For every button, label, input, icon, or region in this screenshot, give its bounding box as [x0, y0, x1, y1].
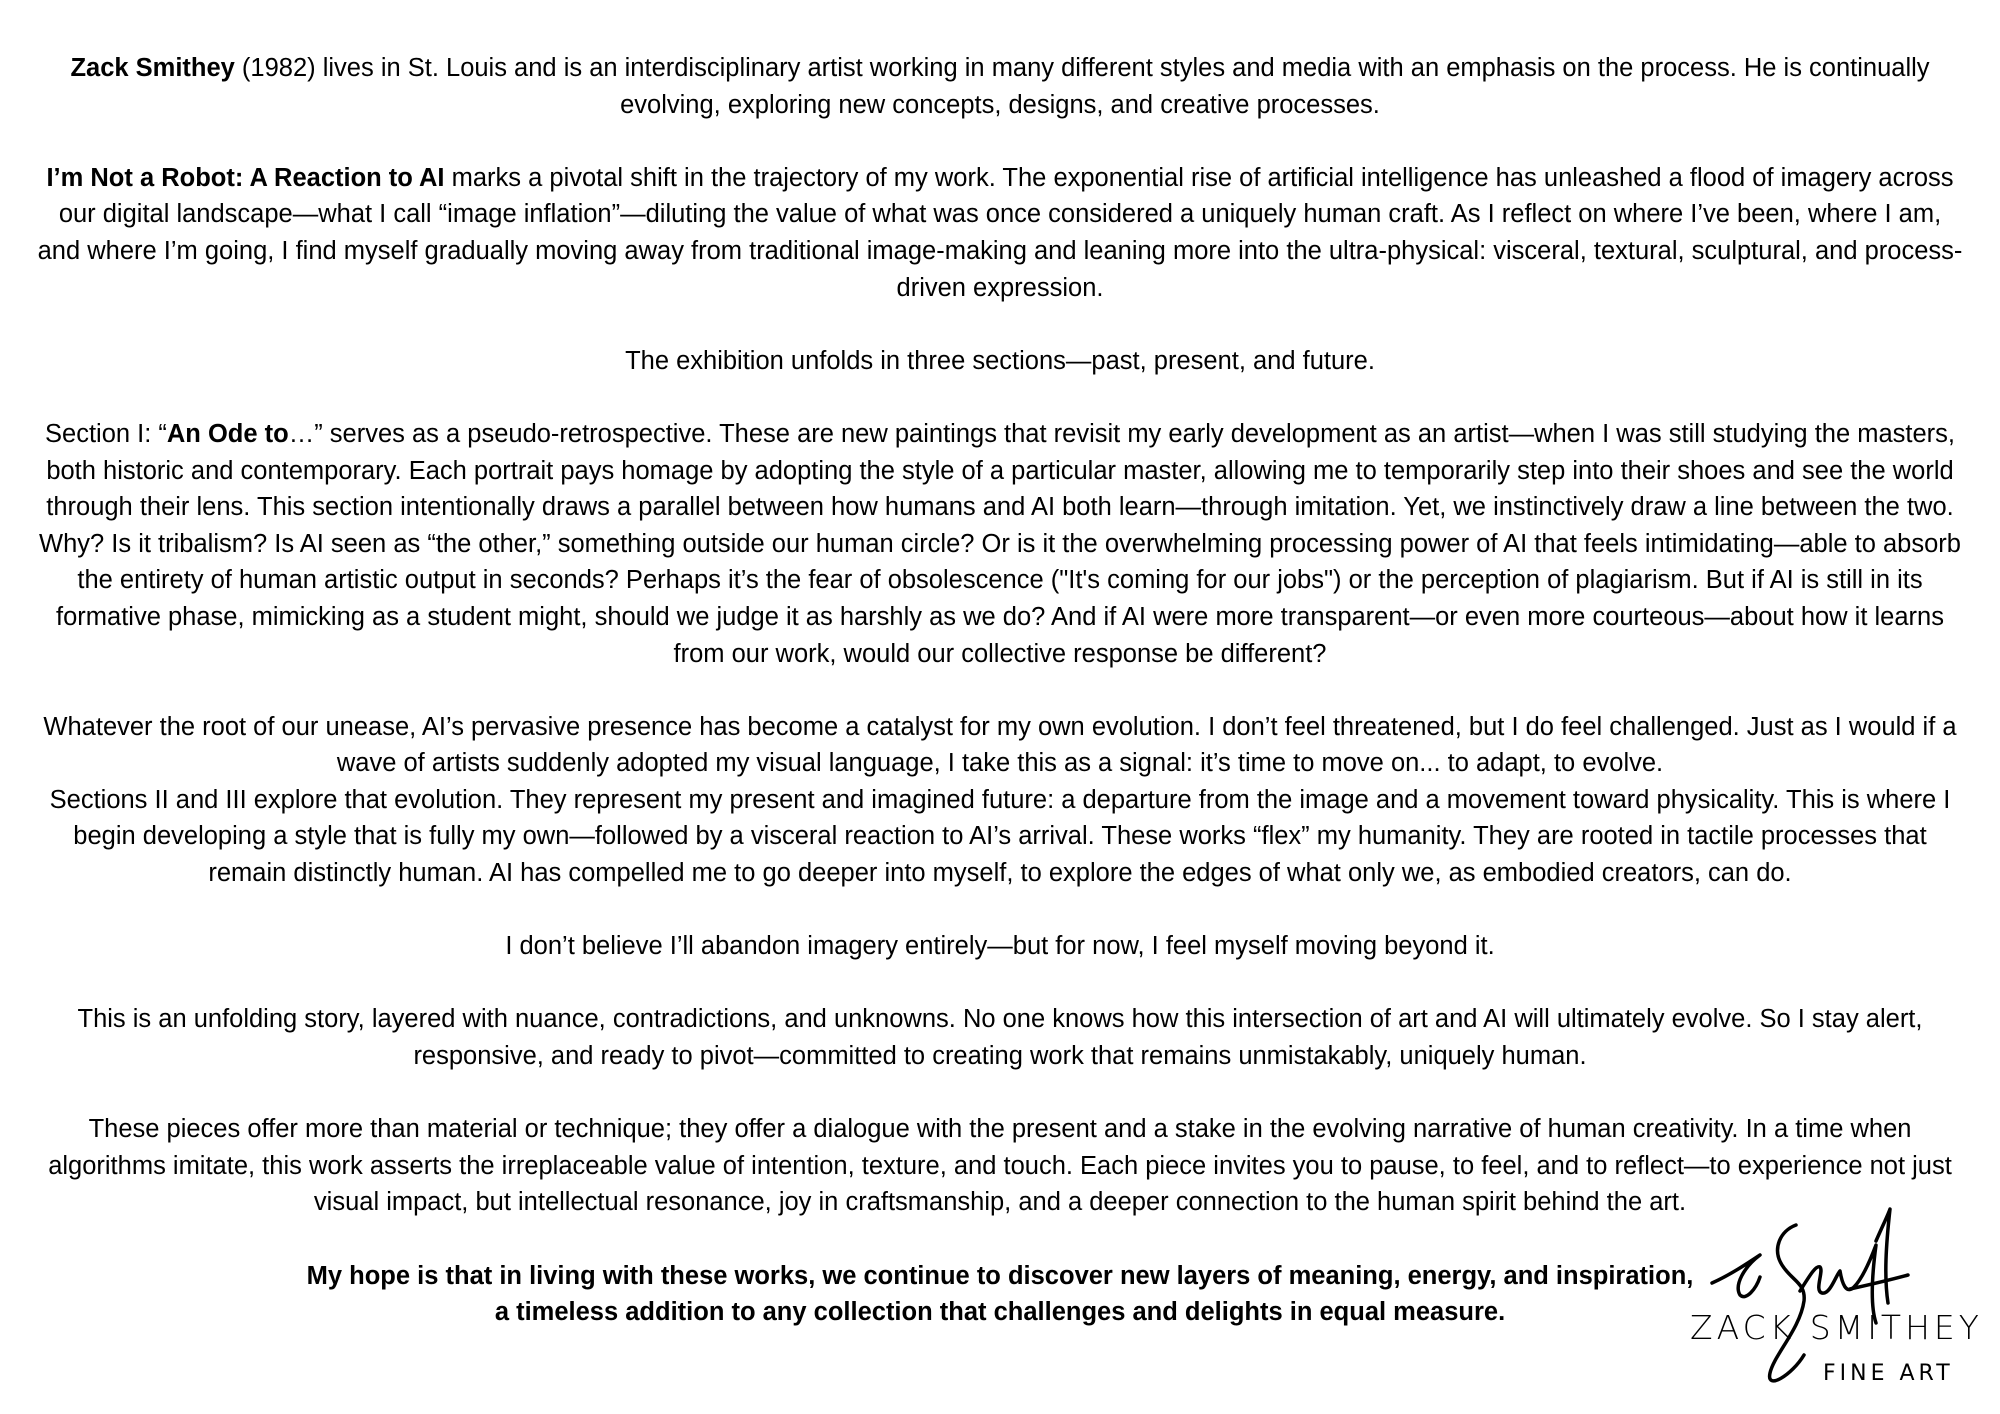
exhibition-paragraph	[36, 160, 1964, 306]
artist-name: Zack Smithey	[70, 54, 235, 82]
sections-intro: The exhibition unfolds in three sections—past, present, and future.	[625, 346, 1375, 375]
section1-text: …” serves as a pseudo-retrospective. These are new paintings that revisit my early development as an artist—when I was still studying the masters, both historic and contemporary. Each portrait pays homage by adopting the style of a particular master, allowing me to temporarily step into their shoes and see the world through their lens. This section intentionally draws a parallel between how humans and AI both learn—through imitation. Yet, we instinctively draw a line between the two. Why? Is it tribalism? Is AI seen as “the other,” something outside our human circle? Or is it the overwhelming processing power of AI that feels intimidating—able to absorb the entirety of human artistic output in seconds? Perhaps it’s the fear of obsolescence ("It's coming for our jobs") or the perception of plagiarism. But if AI is still in its formative phase, mimicking as a student might, should we judge it as harshly as we do? And if AI were more transparent—or even more courteous—about how it learns from our work, would our collective response be different?	[39, 419, 1961, 668]
sections23-paragraph: Sections II and III explore that evolution. They represent my present and imagined future: a departure from the image and a movement toward physicality. This is where I begin developing a style that is fully my own—followed by a visceral reaction to AI’s arrival. These works “flex” my humanity. They are rooted in tactile processes that remain distinctly human. AI has compelled me to go deeper into myself, to explore the edges of what only we, as embodied creators, can do.	[49, 785, 1951, 888]
exhibition-text: marks a pivotal shift in the trajectory of my work. The exponential rise of artificial intelligence has unleashed a flood of imagery across our digital landscape—what I call “image inflation”—diluting the value of what was once considered a uniquely human craft. As I reflect on where I’ve been, where I am, and where I’m going, I find myself gradually moving away from traditional image-making and leaning more into the ultra-physical: visceral, textural, sculptural, and process-driven expression.	[37, 163, 1963, 302]
pieces-paragraph: These pieces offer more than material or technique; they offer a dialogue with the present and a stake in the evolving narrative of human creativity. In a time when algorithms imitate, this work asserts the irreplaceable value of intention, texture, and touch. Each piece invites you to pause, to feel, and to reflect—to experience not just visual impact, but intellectual resonance, joy in craftsmanship, and a deeper connection to the human spirit behind the art.	[48, 1115, 1952, 1217]
section1-paragraph	[36, 416, 1964, 672]
unfolding-paragraph: This is an unfolding story, layered with nuance, contradictions, and unknowns. No one knows how this intersection of art and AI will ultimately evolve. So I stay alert, responsive, and ready to pivot—committed to creating work that remains unmistakably, uniquely human.	[77, 1005, 1923, 1071]
closing-line-1: My hope is that in living with these works, we continue to discover new layers of meaning, energy, and inspiration,	[306, 1261, 1694, 1290]
logo-subtitle: FINE ART	[1823, 1361, 1954, 1386]
imagery-paragraph: I don’t believe I’ll abandon imagery entirely—but for now, I feel myself moving beyond it.	[505, 932, 1495, 961]
intro-paragraph	[36, 50, 1964, 123]
exhibition-title: I’m Not a Robot: A Reaction to AI	[46, 163, 445, 192]
closing-line-2: a timeless addition to any collection that challenges and delights in equal measure.	[494, 1298, 1506, 1327]
logo-name: ZACK SMITHEY	[1690, 1308, 1983, 1347]
unease-paragraph: Whatever the root of our unease, AI’s pervasive presence has become a catalyst for my own evolution. I don’t feel threatened, but I do feel challenged. Just as I would if a wave of artists suddenly adopted my visual language, I take this as a signal: it’s time to move on... to adapt, to evolve.	[43, 712, 1957, 778]
section1-prefix: Section I: “	[45, 419, 167, 448]
closing-paragraph	[36, 1258, 1964, 1331]
intro-text: (1982) lives in St. Louis and is an interdisciplinary artist working in many different styles and media with an emphasis on the process. He is continually evolving, exploring new concepts, designs, and creative processes.	[234, 54, 1930, 119]
section1-title: An Ode to	[166, 419, 289, 448]
artist-statement	[36, 50, 1964, 1331]
artist-logo	[1680, 1205, 1983, 1395]
